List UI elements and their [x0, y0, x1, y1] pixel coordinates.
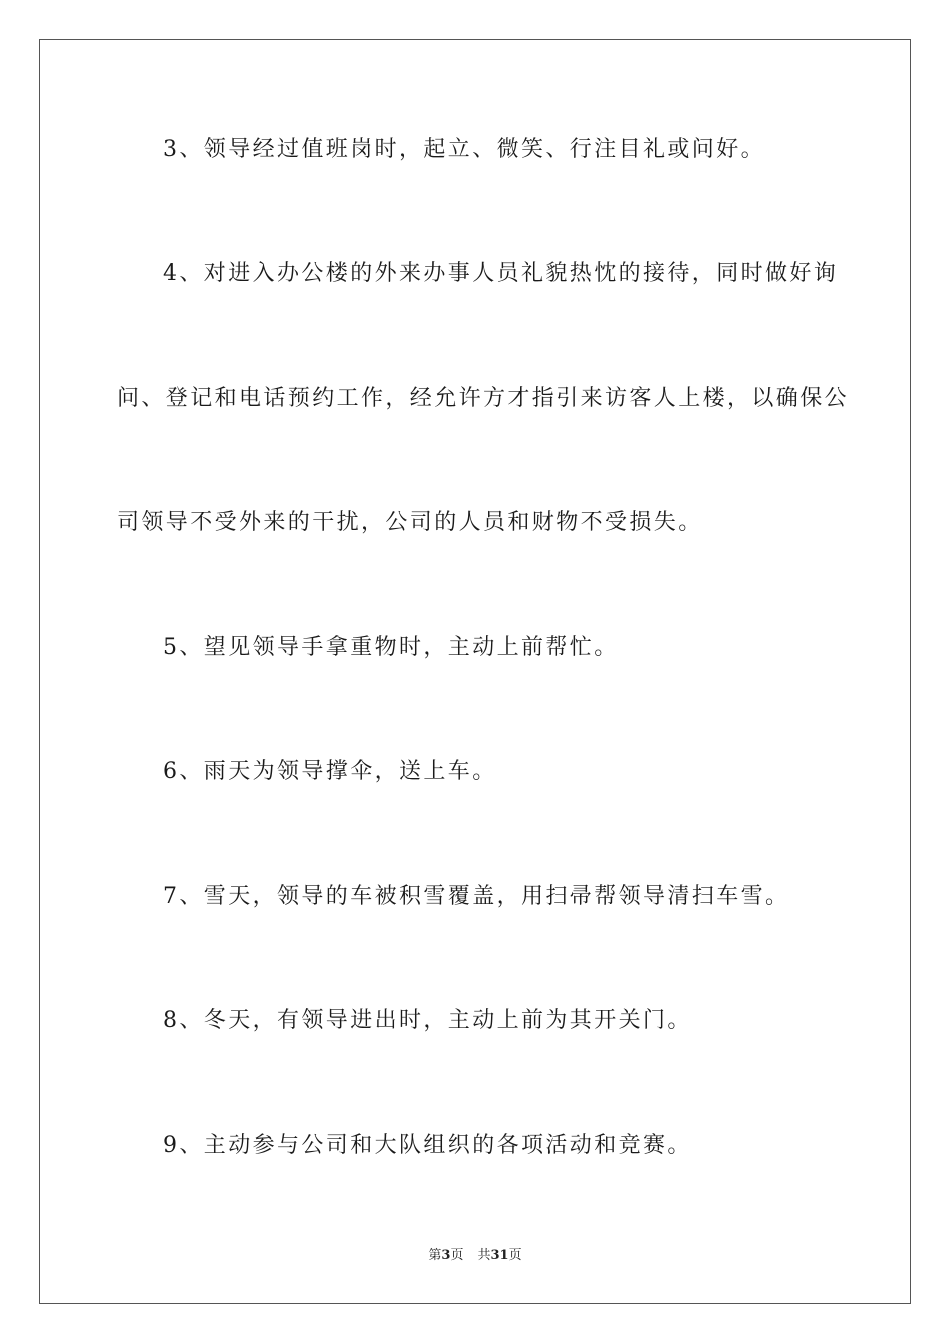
page-number: 3 — [441, 1248, 451, 1263]
page-footer — [0, 1247, 950, 1265]
paragraph-item-9: 9、主动参与公司和大队组织的各项活动和竞赛。 — [163, 1133, 692, 1158]
total-prefix: 共 — [477, 1248, 491, 1263]
total-suffix: 页 — [508, 1248, 522, 1263]
page-prefix: 第 — [428, 1248, 442, 1263]
page-border — [39, 39, 911, 1304]
paragraph-item-3: 3、领导经过值班岗时，起立、微笑、行注目礼或问好。 — [163, 137, 765, 162]
page-suffix: 页 — [450, 1248, 464, 1263]
paragraph-item-7: 7、雪天，领导的车被积雪覆盖，用扫帚帮领导清扫车雪。 — [163, 884, 790, 909]
paragraph-item-6: 6、雨天为领导撑伞，送上车。 — [163, 759, 497, 784]
total-pages: 31 — [490, 1248, 509, 1263]
paragraph-item-5: 5、望见领导手拿重物时，主动上前帮忙。 — [163, 635, 619, 660]
paragraph-item-8: 8、冬天，有领导进出时，主动上前为其开关门。 — [163, 1008, 692, 1033]
paragraph-item-4-line-2: 问、登记和电话预约工作，经允许方才指引来访客人上楼，以确保公 — [117, 386, 850, 411]
paragraph-item-4-line-3: 司领导不受外来的干扰，公司的人员和财物不受损失。 — [117, 510, 703, 535]
paragraph-item-4-line-1: 4、对进入办公楼的外来办事人员礼貌热忱的接待，同时做好询 — [163, 261, 839, 286]
